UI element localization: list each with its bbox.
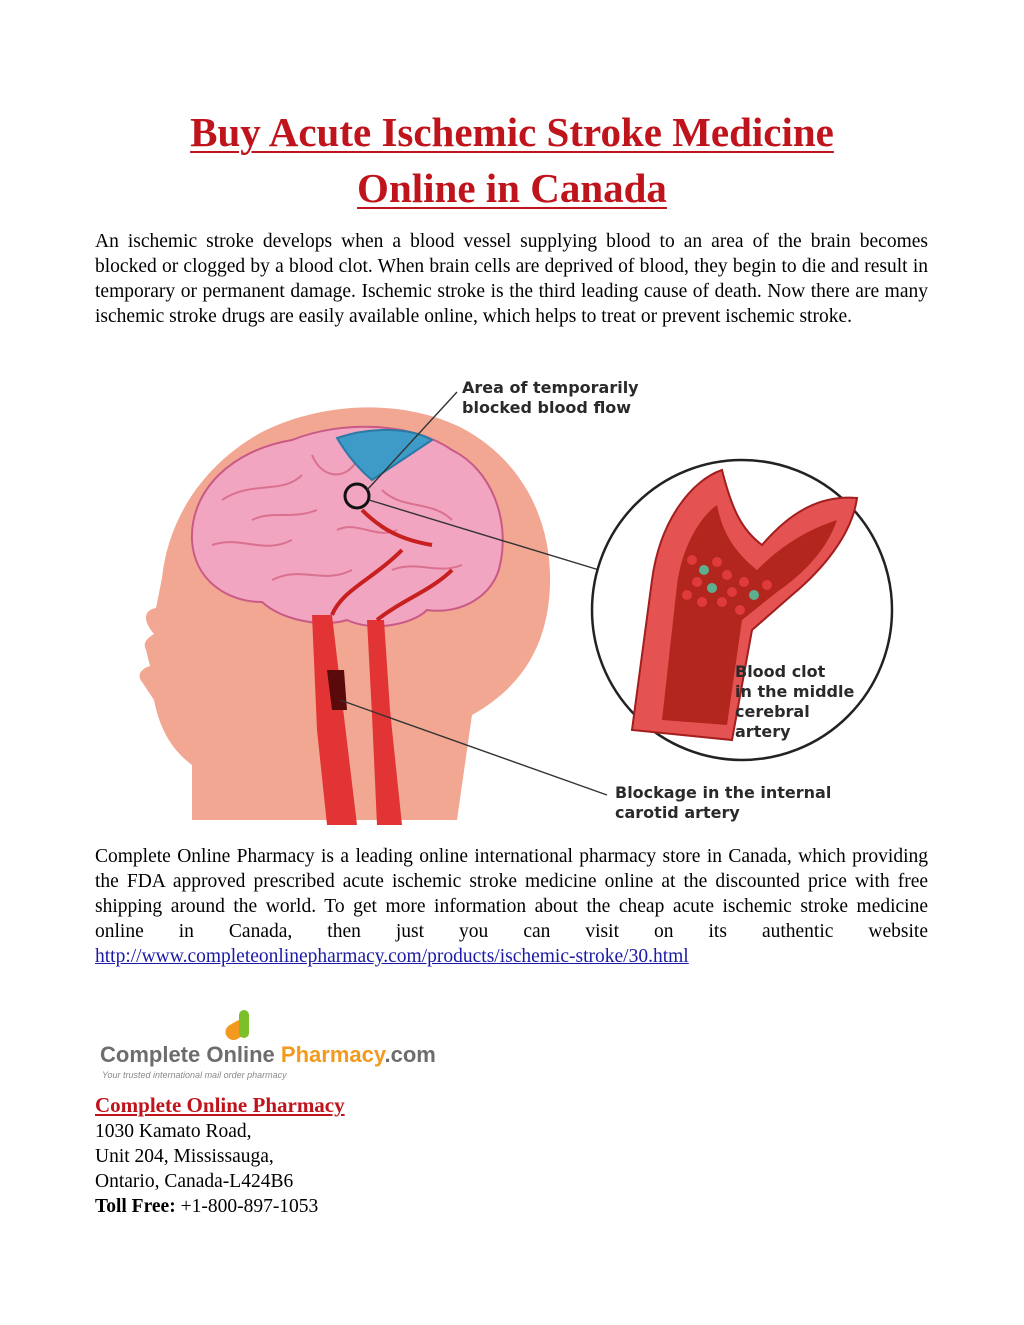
body-paragraph — [95, 844, 928, 969]
logo-text-complete: Complete Online — [100, 1042, 281, 1067]
company-logo — [100, 1008, 436, 1088]
address-line-2: Unit 204, Mississauga, — [95, 1146, 274, 1167]
page-title-line-1: Buy Acute Ischemic Stroke Medicine — [190, 109, 834, 155]
toll-free-label: Toll Free: — [95, 1196, 176, 1217]
page-title-line-2: Online in Canada — [357, 165, 667, 211]
stroke-illustration — [132, 370, 902, 825]
logo-svg — [100, 1008, 436, 1088]
intro-paragraph: An ischemic stroke develops when a blood vessel supplying blood to an area of the brain becomes blocked or clogged by a blood clot. When brain cells are deprived of blood, they begin to die and result in temporary or permanent damage. Ischemic stroke is the third leading cause of death. Now there are many ischemic stroke drugs are easily available online, which helps to treat or prevent ischemic stroke. — [95, 231, 928, 327]
callout-area-line-2: blocked blood flow — [462, 398, 632, 417]
callout-blockage-line-1: Blockage in the internal — [615, 783, 832, 802]
callout-clot-line-1: Blood clot — [735, 662, 826, 681]
toll-free-number: +1-800-897-1053 — [180, 1196, 319, 1217]
pill-icon — [223, 1010, 252, 1043]
callout-clot-line-2: in the middle — [735, 682, 855, 701]
logo-text-pharmacy: Pharmacy — [280, 1042, 385, 1067]
contact-block — [95, 1091, 345, 1219]
logo-wordmark — [100, 1042, 436, 1067]
toll-free-line — [95, 1194, 345, 1219]
contact-company: Complete Online Pharmacy — [95, 1093, 345, 1117]
callout-clot-line-3: cerebral — [735, 702, 810, 721]
page-title — [0, 104, 1024, 216]
stroke-diagram-svg — [132, 370, 902, 825]
logo-text-com: .com — [384, 1042, 436, 1067]
address-line-1: 1030 Kamato Road, — [95, 1121, 252, 1142]
callout-blockage-line-2: carotid artery — [615, 803, 740, 822]
callout-area-line-1: Area of temporarily — [462, 378, 639, 397]
callout-clot-line-4: artery — [735, 722, 791, 741]
body-text: Complete Online Pharmacy is a leading online international pharmacy store in Canada, which providing the FDA approved prescribed acute ischemic stroke medicine online at the discounted price with free shipping around the world. To get more information about the cheap acute ischemic stroke medicine online in Canada, then just you can visit on its authentic website — [95, 846, 928, 942]
logo-tagline: Your trusted international mail order pharmacy — [102, 1070, 287, 1080]
product-link[interactable]: http://www.completeonlinepharmacy.com/products/ischemic-stroke/30.html — [95, 946, 689, 967]
address-line-3: Ontario, Canada-L424B6 — [95, 1171, 294, 1192]
